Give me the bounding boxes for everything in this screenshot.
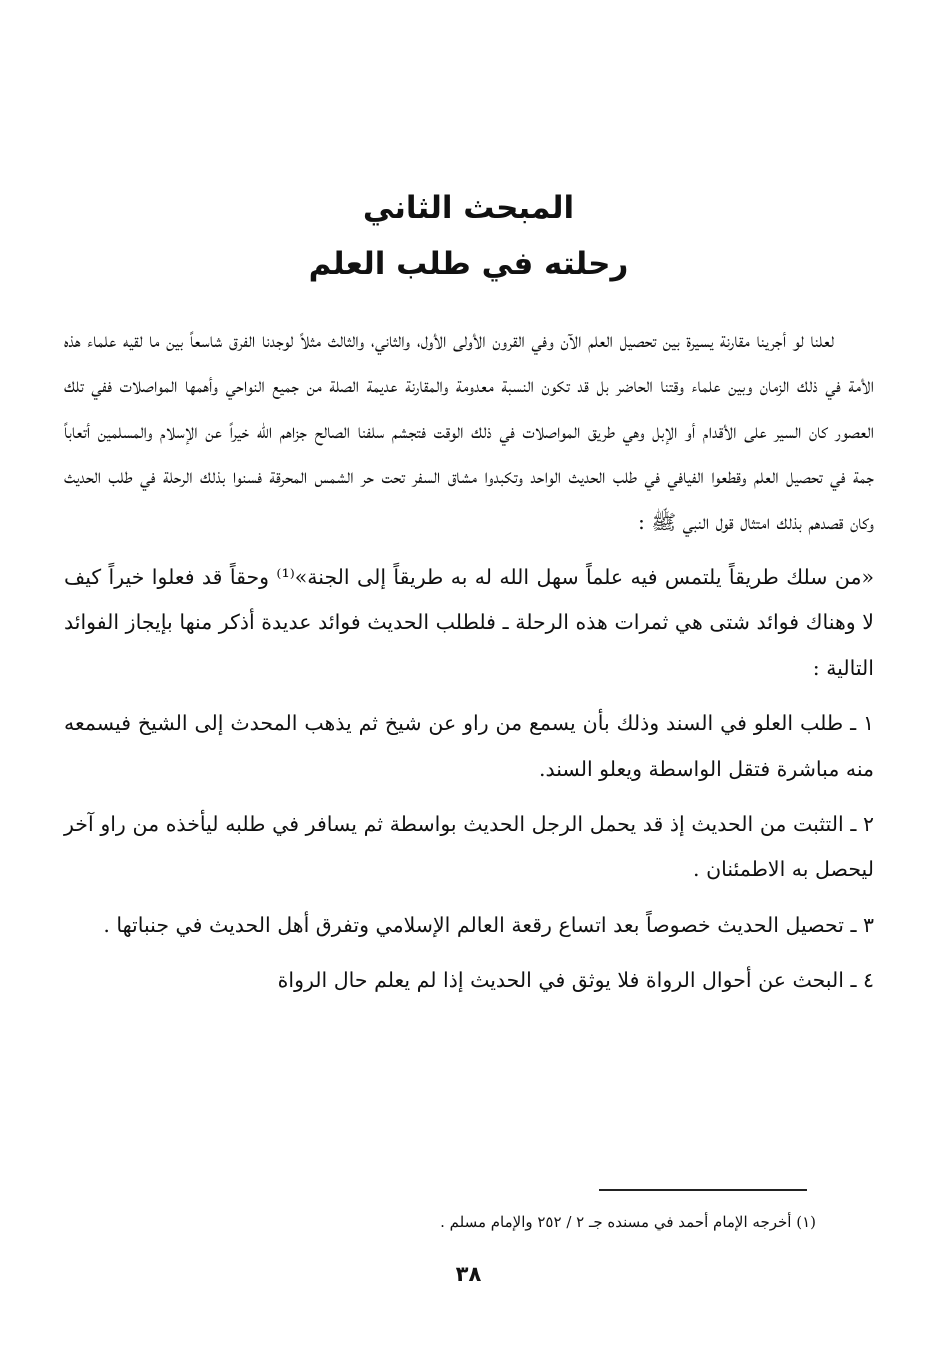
page-number: ٣٨ [455, 1262, 482, 1286]
footnote: (١) أخرجه الإمام أحمد في مسنده جـ ٢ / ٢٥٢ والإمام مسلم . [440, 1213, 816, 1231]
list-item-2: ٢ ـ التثبت من الحديث إذ قد يحمل الرجل الحديث بواسطة ثم يسافر في طلبه ليأخذه من راو آخر ليحصل به الاطمئنان . [64, 812, 874, 882]
section-subtitle: رحلته في طلب العلم [308, 246, 629, 282]
body-text [64, 318, 874, 1004]
list-item-1: ١ ـ طلب العلو في السند وذلك بأن يسمع من راو عن شيخ ثم يذهب المحدث إلى الشيخ فيسمعه منه مباشرة فتقل الواسطة ويعلو السند. [64, 711, 874, 781]
paragraph-intro: لعلنا لو أجرينا مقارنة يسيرة بين تحصيل العلم الآن وفي القرون الأولى الأول، والثاني، والثالث مثلاً لوجدنا الفرق شاسعاً بين ما لقيه علماء هذه الأمة في ذلك الزمان وبين علماء وقتنا الحاضر بل قد تكون النسبة معدومة والمقارنة عديمة الصلة من جميع النواحي وأهمها المواصلات ففي تلك العصور كان السير على الأقدام أو الإبل وهي طريق المواصلات في ذلك الوقت فتجشم سلفنا الصالح جزاهم الله خيراً عن الإسلام والمسلمين أتعاباً جمة في تحصيل العلم وقطعوا الفيافي في طلب الحديث الواحد وتكبدوا مشاق السفر تحت حر الشمس المحرقة فسنوا بذلك الرحلة في طلب الحديث وكان قصدهم بذلك امتثال قول النبي ﷺ : [64, 328, 874, 534]
section-heading [0, 180, 937, 292]
paragraph-hadith: «من سلك طريقاً يلتمس فيه علماً سهل الله له به طريقاً إلى الجنة»⁽¹⁾ وحقاً قد فعلوا خيراً كيف لا وهناك فوائد شتى هي ثمرات هذه الرحلة ـ فلطلب الحديث فوائد عديدة أذكر منها بإيجاز الفوائد التالية : [64, 565, 874, 680]
list-item-3: ٣ ـ تحصيل الحديث خصوصاً بعد اتساع رقعة العالم الإسلامي وتفرق أهل الحديث في جنباتها . [103, 912, 874, 937]
list-item-4: ٤ ـ البحث عن أحوال الرواة فلا يوثق في الحديث إذا لم يعلم حال الرواة [277, 968, 874, 993]
footnote-divider [599, 1189, 807, 1191]
section-title: المبحث الثاني [362, 190, 575, 226]
